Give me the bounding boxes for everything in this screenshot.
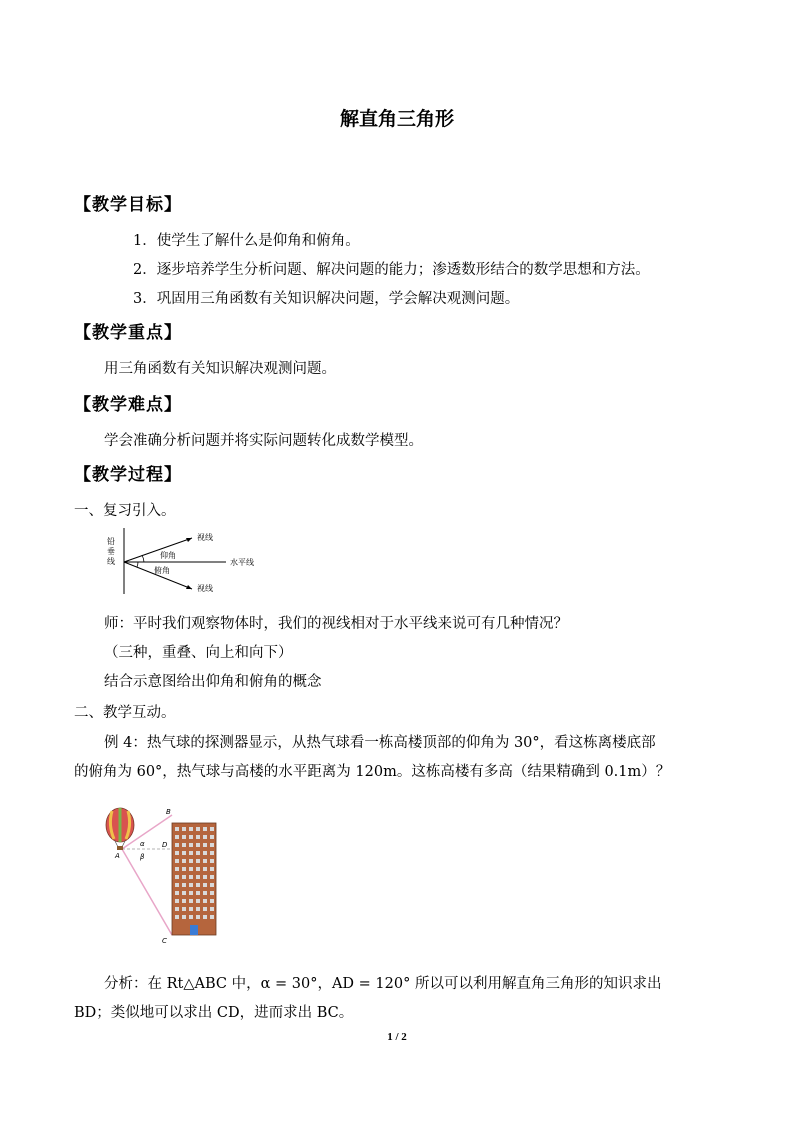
building-window [203,891,207,895]
building-window [196,827,200,831]
building-window [189,827,193,831]
teacher-question: 师：平时我们观察物体时，我们的视线相对于水平线来说可有几种情况？ [104,616,568,632]
heading-teaching-process: 【教学过程】 [74,465,182,485]
elevation-depression-diagram [104,526,279,596]
building-window [203,875,207,879]
building-window [175,883,179,887]
building-window [182,915,186,919]
building-window [175,843,179,847]
building-window [210,851,214,855]
line-ac [122,849,172,935]
building-window [210,827,214,831]
building-window [175,907,179,911]
beta-label: β [140,853,145,861]
concept-summary: 结合示意图给出仰角和俯角的概念 [104,674,322,690]
analysis-line2: BD；类似地可以求出 CD，进而求出 BC。 [74,1005,354,1021]
building-window [182,843,186,847]
building-window [210,907,214,911]
building-icon [172,823,216,935]
vertical-label-1: 铅 [107,537,115,546]
sight-line-bottom-label: 视线 [197,584,213,593]
building-window [175,915,179,919]
building-window [203,883,207,887]
building-window [182,883,186,887]
point-c-label: C [162,937,167,945]
building-window [196,851,200,855]
building-window [196,843,200,847]
building-window [175,891,179,895]
building-window [175,851,179,855]
goal-item-1: 1．使学生了解什么是仰角和俯角。 [133,233,360,249]
document-title: 解直角三角形 [339,108,454,130]
alpha-label: α [140,840,145,848]
building-window [189,835,193,839]
building-window [196,883,200,887]
vertical-label-3: 线 [107,557,115,566]
depression-label: 俯角 [154,566,170,575]
building-window [210,883,214,887]
building-window [189,867,193,871]
building-window [210,843,214,847]
building-window [210,915,214,919]
horizontal-label: 水平线 [230,558,254,567]
building-window [189,915,193,919]
heading-key-points: 【教学重点】 [74,323,182,343]
page-number: 1 / 2 [387,1031,407,1043]
building-window [182,875,186,879]
building-window [203,907,207,911]
building-window [210,867,214,871]
building-window [203,867,207,871]
building-window [182,899,186,903]
building-window [210,835,214,839]
building-window [196,907,200,911]
building-window [182,859,186,863]
building-window [182,867,186,871]
point-a-label: A [115,852,120,860]
difficulties-text: 学会准确分析问题并将实际问题转化成数学模型。 [104,433,423,449]
building-window [189,851,193,855]
analysis-line1: 分析：在 Rt△ABC 中，α = 30°，AD = 120° 所以可以利用解直角三角形的知识求出 [104,976,662,992]
part2-heading: 二、教学互动。 [74,705,176,721]
example-text-line1: 例 4：热气球的探测器显示，从热气球看一栋高楼顶部的仰角为 30°，看这栋离楼底部 [104,735,656,751]
balloon-building-figure [100,805,225,945]
example-text-line2: 的俯角为 60°，热气球与高楼的水平距离为 120m。这栋高楼有多高（结果精确到 0.1m）？ [74,764,671,780]
building-window [189,899,193,903]
building-window [189,907,193,911]
building-window [203,899,207,903]
building-window [189,843,193,847]
point-d-label: D [162,841,168,849]
building-window [203,843,207,847]
building-window [175,859,179,863]
building-window [210,859,214,863]
part1-heading: 一、复习引入。 [74,503,176,519]
elevation-label: 仰角 [160,551,176,560]
goal-item-3: 3．巩固用三角函数有关知识解决问题，学会解决观测问题。 [133,291,520,307]
building-window [196,875,200,879]
sight-line-top-label: 视线 [197,533,213,542]
building-window [196,915,200,919]
building-window [196,891,200,895]
building-window [196,867,200,871]
building-window [175,899,179,903]
building-window [196,899,200,903]
building-window [210,875,214,879]
student-answer: （三种，重叠、向上和向下） [104,645,293,661]
building-window [182,827,186,831]
building-window [203,827,207,831]
building-window [203,915,207,919]
building-window [175,867,179,871]
building-window [196,859,200,863]
building-window [189,875,193,879]
building-window [196,835,200,839]
heading-teaching-goals: 【教学目标】 [74,195,182,215]
upper-sight-line [124,538,192,562]
building-window [175,835,179,839]
building-window [175,875,179,879]
building-window [175,827,179,831]
building-window [189,859,193,863]
building-window [210,899,214,903]
building-window [203,859,207,863]
vertical-label-2: 垂 [107,547,115,556]
building-window [182,851,186,855]
heading-difficulties: 【教学难点】 [74,395,182,415]
building-window [189,883,193,887]
goal-item-2: 2．逐步培养学生分析问题、解决问题的能力；渗透数形结合的数学思想和方法。 [133,262,650,278]
building-window [203,835,207,839]
key-points-text: 用三角函数有关知识解决观测问题。 [104,361,336,377]
building-window [182,835,186,839]
building-window [210,891,214,895]
building-window [182,907,186,911]
building-window [189,891,193,895]
point-b-label: B [166,808,171,816]
building-window [203,851,207,855]
building-window [182,891,186,895]
